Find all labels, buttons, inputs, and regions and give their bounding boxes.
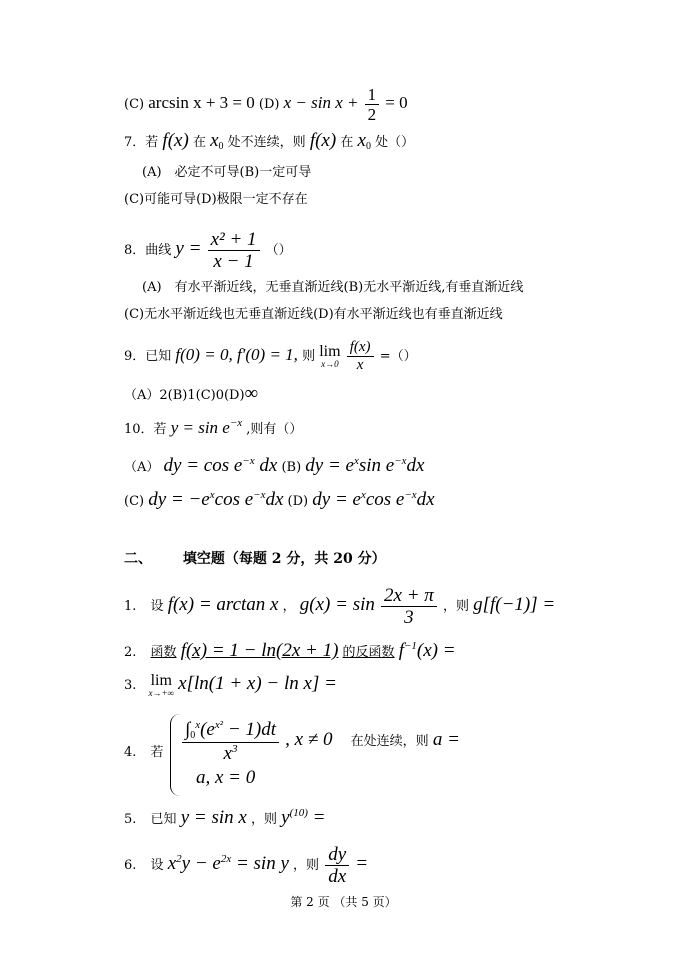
fill-4-number-lead	[124, 746, 164, 759]
fill-1-then: ，则	[442, 599, 469, 614]
q6-c-label: (C)	[124, 97, 145, 112]
q9-then: 则	[302, 349, 316, 364]
q7-fx2: f(x)	[309, 130, 337, 151]
fill-4-answer: a =	[432, 729, 460, 750]
q9-stem	[124, 340, 417, 373]
section-number: 二、	[124, 551, 152, 567]
fill-4-tail: 在处连续，则	[350, 734, 429, 749]
section-heading	[124, 552, 386, 566]
fill-1-expr3: g[f(−1)] =	[473, 594, 556, 615]
q7-mid: 处不连续，则	[227, 135, 306, 150]
q6-c-expr: arcsin x + 3 = 0	[148, 93, 255, 112]
q6-d-expr: x − sin x +	[283, 93, 359, 112]
q7-option-cd: (C)可能可导(D)极限一定不存在	[124, 192, 308, 207]
q9-fraction: $\frac{f(x)}{x}$	[347, 340, 374, 373]
q9-options-text: （A）2(B)1(C)0(D)	[124, 388, 245, 403]
fill-5	[124, 808, 325, 827]
q8-stem	[124, 230, 292, 271]
q10-b-expr: dy = $e^x\sin$ $e^{-x}dx$	[305, 455, 425, 476]
q6-d-label: (D)	[258, 97, 280, 112]
fill-3-limit: lim x→+∞	[148, 672, 175, 698]
fill-6	[124, 845, 368, 886]
fill-5-lead: 已知	[150, 812, 177, 827]
fill-6-expr: $x^2y - e^{2x} = \sin y$	[167, 853, 289, 874]
q7-number: 7．若	[124, 135, 159, 150]
fill-4-fraction	[182, 720, 279, 763]
q6-d-fraction: $\frac{1}{2}$	[365, 86, 380, 123]
q10-d-expr: dy = $e^x\cos$ $e^{-x}dx$	[312, 489, 435, 510]
q10-number: 10．若	[124, 422, 167, 437]
fill-1-fraction: $\frac{2x + \pi}{3}$	[381, 586, 437, 627]
q10-b-label: (B)	[281, 460, 302, 475]
q7-end: 处（）	[375, 135, 415, 150]
fill-6-fraction: $\frac{dy}{dx}$	[325, 845, 349, 886]
q9-limit: lim x→0	[319, 343, 341, 369]
fill-1-expr1: f(x) = arctan x	[167, 594, 279, 615]
q10-expr: $y = \sin e^{-x}$	[170, 417, 243, 437]
fill-2	[124, 641, 456, 660]
q7-zai2: 在	[340, 135, 354, 150]
q8-option-cd: (C)无水平渐近线也无垂直渐近线(D)有水平渐近线也有垂直渐近线	[124, 307, 503, 322]
fill-4-lead: 若	[150, 745, 164, 760]
fill-3-number: 3.	[124, 678, 137, 693]
q9-infinity: ∞	[244, 383, 259, 404]
q7-zai: 在	[192, 135, 206, 150]
q10-c-expr: dy = $-e^x\cos$ $e^{-x}dx$	[148, 489, 284, 510]
fill-6-lead: 设	[150, 858, 164, 873]
q8-number: 8．曲线	[124, 243, 172, 258]
q10-options-cd	[124, 490, 435, 509]
fill-2-mid: 的反函数	[342, 645, 395, 660]
q7-option-ab: (A) 必定不可导(B)一定可导	[142, 165, 312, 180]
q10-d-label: (D)	[287, 494, 309, 509]
q10-stem	[124, 418, 302, 436]
fill-3-expr: x[ln(1 + x) − ln x] =	[178, 673, 337, 694]
fill-4-case1	[180, 720, 460, 763]
q9-condition: f(0) = 0, f′(0) = 1,	[175, 345, 298, 364]
q10-a-label: （A）	[124, 460, 160, 475]
fill-6-number: 6.	[124, 858, 137, 873]
q9-number: 9．已知	[124, 349, 172, 364]
q8-fraction: $\frac{\text{x² + 1}}{x - 1}$	[208, 230, 260, 271]
fill-5-expr: y = sin x	[180, 807, 247, 828]
fill-1-expr2: g(x) = sin	[299, 594, 375, 615]
q9-options	[124, 384, 258, 403]
fill-5-expr2: $y^{(10)}$ =	[281, 807, 326, 828]
q10-end: ,则有（）	[246, 422, 303, 437]
fill-4-numerator: $\int_0^x(e^{x^2} - 1)dt$	[182, 720, 279, 743]
fill-4-number: 4.	[124, 745, 137, 760]
q8-lhs: y =	[175, 238, 202, 259]
q6-d-expr-end: = 0	[385, 93, 408, 112]
page-footer: 第 2 页 （共 5 页）	[290, 895, 397, 909]
fill-4-case2-expr: a, x = 0	[196, 767, 256, 788]
fill-2-expr1: f(x) = 1 − ln(2x + 1)	[180, 640, 339, 661]
fill-2-lead: 函数	[150, 645, 177, 660]
q7-stem	[124, 131, 414, 152]
fill-4-case2	[196, 768, 255, 787]
fill-4-denominator: $x^3$	[223, 743, 238, 764]
q7-x0: $x_0$	[210, 130, 224, 152]
fill-6-then: ，则	[293, 858, 320, 873]
q6-options	[124, 86, 408, 123]
fill-1	[124, 586, 555, 627]
fill-5-number: 5.	[124, 812, 137, 827]
q10-c-label: (C)	[124, 494, 145, 509]
fill-2-expr2: $f^{-1}(x)$ =	[398, 640, 456, 661]
fill-5-then: ，则	[250, 812, 277, 827]
fill-6-tail: =	[355, 853, 369, 874]
q7-x0b: $x_0$	[357, 130, 371, 152]
q8-option-ab: (A) 有水平渐近线，无垂直渐近线(B)无水平渐近线,有垂直渐近线	[142, 280, 524, 295]
fill-1-lead: 设	[150, 599, 164, 614]
q10-a-expr: dy = $\cos e^{-x}$ dx	[163, 455, 278, 476]
q10-options-ab	[124, 456, 424, 475]
q9-end: =（）	[379, 349, 417, 364]
fill-1-number: 1.	[124, 599, 137, 614]
fill-3	[124, 673, 337, 698]
fill-2-number: 2.	[124, 645, 137, 660]
fill-4-cond1: , x ≠ 0	[285, 729, 333, 750]
q8-end: （）	[265, 243, 292, 258]
section-title: 填空题（每题 2 分，共 20 分）	[182, 551, 386, 567]
q7-fx: f(x)	[162, 130, 189, 151]
fill-1-comma: ，	[282, 599, 296, 614]
